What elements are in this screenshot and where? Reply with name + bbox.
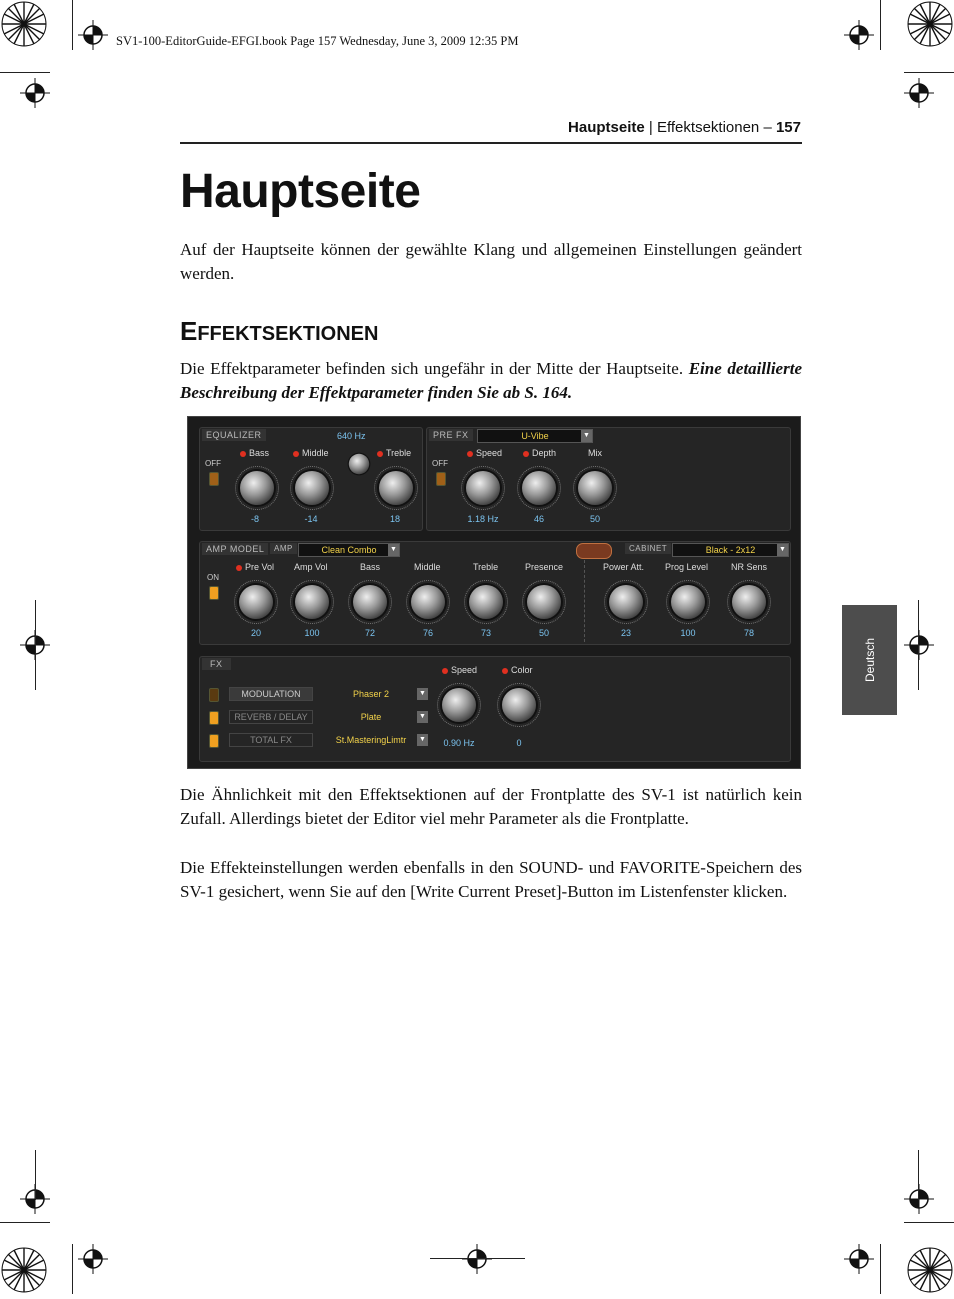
total-fx-switch[interactable] — [209, 734, 219, 748]
prefx-type-select[interactable] — [477, 429, 593, 443]
trim-line — [35, 1150, 36, 1200]
registration-mark-icon — [78, 1244, 108, 1274]
led-dot-icon — [467, 451, 473, 457]
knob-cap — [732, 585, 766, 619]
knob-cap — [527, 585, 561, 619]
fx-color-value: 0 — [516, 738, 522, 748]
knob-cap — [239, 585, 273, 619]
chevron-down-icon: ▼ — [417, 688, 428, 700]
header-dash: – — [763, 119, 776, 136]
knob-cap — [240, 471, 274, 505]
eq-treble-value: 18 — [389, 514, 401, 524]
registration-mark-icon — [844, 1244, 874, 1274]
prefx-switch[interactable] — [436, 472, 446, 486]
fx-color-label-text: Color — [511, 665, 533, 675]
knob-cap — [502, 688, 536, 722]
amp-bass-value: 72 — [364, 628, 376, 638]
trim-line — [430, 1258, 525, 1259]
knob-cap — [295, 585, 329, 619]
section-heading-cap: E — [180, 316, 198, 346]
total-fx-row-label[interactable]: TOTAL FX — [229, 733, 313, 747]
fx-label: FX — [202, 658, 231, 670]
total-fx-type-select[interactable] — [313, 733, 429, 747]
section-paragraph-emphasis: Eine detaillierte Beschreibung der Effektparameter finden Sie ab S. 164. — [180, 359, 802, 402]
language-tab-label: Deutsch — [862, 637, 877, 683]
knob-cap — [578, 471, 612, 505]
amp-middle-label: Middle — [414, 562, 441, 572]
amp-treble-knob[interactable] — [464, 580, 508, 624]
trim-line — [0, 1222, 50, 1223]
amp-model-label: AMP MODEL — [202, 543, 268, 555]
knob-cap — [609, 585, 643, 619]
modulation-row-label[interactable]: MODULATION — [229, 687, 313, 701]
amp-type-value: Clean Combo — [321, 545, 377, 555]
intro-paragraph: Auf der Hauptseite können der gewählte Klang und allgemeinen Einstellungen geändert werden. — [180, 240, 802, 283]
amp-proglevel-value: 100 — [680, 628, 696, 638]
language-tab — [842, 605, 897, 715]
prefx-speed-value: 1.18 Hz — [467, 514, 499, 524]
knob-cap — [379, 471, 413, 505]
eq-freq-value: 640 Hz — [337, 431, 366, 441]
trim-line — [0, 72, 50, 73]
page-title: Hauptseite — [180, 165, 421, 218]
prefx-section — [426, 427, 791, 531]
trim-line — [880, 0, 881, 50]
reverb-delay-type-value: Plate — [360, 712, 382, 722]
amp-cabinet-divider — [584, 560, 585, 642]
amp-prevol-knob[interactable] — [234, 580, 278, 624]
prefx-depth-label-text: Depth — [532, 448, 557, 458]
fx-speed-label — [442, 665, 477, 675]
prefx-label: PRE FX — [429, 429, 473, 441]
trim-line — [904, 72, 954, 73]
registration-mark-icon — [904, 630, 934, 660]
amp-treble-value: 73 — [480, 628, 492, 638]
amp-presence-value: 50 — [538, 628, 550, 638]
knob-cap — [522, 471, 556, 505]
equalizer-off-label: OFF — [205, 459, 221, 468]
fx-color-knob[interactable] — [497, 683, 541, 727]
led-dot-icon — [502, 668, 508, 674]
prefx-mix-knob[interactable] — [573, 466, 617, 510]
amp-section — [199, 541, 791, 645]
eq-middle-label — [293, 448, 329, 458]
amp-proglevel-knob[interactable] — [666, 580, 710, 624]
equalizer-section — [199, 427, 423, 531]
running-header — [568, 119, 801, 136]
prefx-speed-knob[interactable] — [461, 466, 505, 510]
body-paragraph-2: Die Effekteinstellungen werden ebenfalls in den SOUND- und FAVORITE-Speichern des SV-1 gesichert, wenn Sie auf den [Write Current Preset]-Button im Listenfenster klicken. — [180, 858, 802, 901]
reverb-delay-switch[interactable] — [209, 711, 219, 725]
led-dot-icon — [240, 451, 246, 457]
eq-treble-label-text: Treble — [386, 448, 412, 458]
prefx-mix-label: Mix — [588, 448, 602, 458]
amp-ampvol-label: Amp Vol — [294, 562, 328, 572]
amp-nrsens-knob[interactable] — [727, 580, 771, 624]
led-dot-icon — [377, 451, 383, 457]
fx-speed-value: 0.90 Hz — [443, 738, 475, 748]
trim-line — [72, 1244, 73, 1294]
prefx-depth-label — [523, 448, 556, 458]
amp-poweratt-knob[interactable] — [604, 580, 648, 624]
amp-poweratt-label: Power Att. — [603, 562, 645, 572]
amp-prevol-label-text: Pre Vol — [245, 562, 275, 572]
led-dot-icon — [442, 668, 448, 674]
trim-line — [904, 1222, 954, 1223]
amp-on-label: ON — [207, 573, 219, 582]
modulation-switch[interactable] — [209, 688, 219, 702]
knob-cap — [671, 585, 705, 619]
prefx-off-label: OFF — [432, 459, 448, 468]
amp-prevol-label — [236, 562, 274, 572]
eq-bass-label — [240, 448, 269, 458]
fx-color-label — [502, 665, 533, 675]
chevron-down-icon: ▼ — [388, 544, 399, 556]
prefx-depth-value: 46 — [533, 514, 545, 524]
cabinet-select[interactable] — [672, 543, 789, 557]
page-number: 157 — [775, 119, 801, 136]
editor-screenshot — [187, 416, 801, 769]
cabinet-value: Black - 2x12 — [705, 545, 756, 555]
amp-ampvol-value: 100 — [304, 628, 320, 638]
led-dot-icon — [236, 565, 242, 571]
eq-treble-label — [377, 448, 411, 458]
sunburst-mark-icon — [906, 0, 954, 48]
registration-mark-icon — [904, 78, 934, 108]
cabinet-tag: CABINET — [625, 543, 671, 554]
fx-speed-knob[interactable] — [437, 683, 481, 727]
sunburst-mark-icon — [0, 0, 48, 48]
trim-line — [72, 0, 73, 50]
registration-mark-icon — [844, 20, 874, 50]
amp-nrsens-label: NR Sens — [731, 562, 768, 572]
knob-cap — [469, 585, 503, 619]
knob-cap — [295, 471, 329, 505]
header-rule — [180, 142, 802, 144]
prefx-mix-value: 50 — [589, 514, 601, 524]
amp-middle-knob[interactable] — [406, 580, 450, 624]
section-heading — [180, 316, 378, 347]
fx-speed-label-text: Speed — [451, 665, 478, 675]
sunburst-mark-icon — [906, 1246, 954, 1294]
led-dot-icon — [293, 451, 299, 457]
total-fx-type-value: St.MasteringLimtr — [335, 735, 407, 745]
trim-line — [35, 600, 36, 690]
eq-middle-knob[interactable] — [290, 466, 334, 510]
amp-switch[interactable] — [209, 586, 219, 600]
amp-middle-value: 76 — [422, 628, 434, 638]
chevron-down-icon: ▼ — [417, 711, 428, 723]
eq-middle-label-text: Middle — [302, 448, 329, 458]
modulation-type-value: Phaser 2 — [352, 689, 390, 699]
knob-cap — [466, 471, 500, 505]
header-section: Hauptseite — [568, 119, 645, 136]
eq-bass-label-text: Bass — [249, 448, 270, 458]
book-info-line: SV1-100-EditorGuide-EFGI.book Page 157 Wednesday, June 3, 2009 12:35 PM — [116, 34, 519, 48]
led-dot-icon — [523, 451, 529, 457]
eq-middle-value: -14 — [304, 514, 318, 524]
knob-cap — [349, 454, 369, 474]
amp-nrsens-value: 78 — [743, 628, 755, 638]
trim-line — [918, 1150, 919, 1200]
amp-tag: AMP — [270, 543, 297, 554]
sunburst-mark-icon — [0, 1246, 48, 1294]
reverb-delay-row-label[interactable]: REVERB / DELAY — [229, 710, 313, 724]
reverb-delay-type-select[interactable] — [313, 710, 429, 724]
trim-line — [880, 1244, 881, 1294]
fx-section — [199, 656, 791, 762]
eq-bass-knob[interactable] — [235, 466, 279, 510]
amp-bass-knob[interactable] — [348, 580, 392, 624]
section-heading-rest: FFEKTSEKTIONEN — [197, 323, 379, 345]
prefx-type-value: U-Vibe — [521, 431, 549, 441]
header-subsection: Effektsektionen — [656, 119, 760, 136]
eq-bass-value: -8 — [250, 514, 260, 524]
amp-type-select[interactable] — [298, 543, 400, 557]
knob-cap — [411, 585, 445, 619]
amp-proglevel-label: Prog Level — [665, 562, 709, 572]
amp-presence-knob[interactable] — [522, 580, 566, 624]
registration-mark-icon — [20, 78, 50, 108]
eq-treble-knob[interactable] — [374, 466, 418, 510]
amp-bass-label: Bass — [360, 562, 381, 572]
knob-cap — [442, 688, 476, 722]
knob-cap — [353, 585, 387, 619]
chevron-down-icon: ▼ — [417, 734, 428, 746]
prefx-speed-label-text: Speed — [476, 448, 503, 458]
registration-mark-icon — [904, 1184, 934, 1214]
chevron-down-icon: ▼ — [581, 430, 592, 442]
amp-poweratt-value: 23 — [620, 628, 632, 638]
amp-treble-label: Treble — [473, 562, 499, 572]
prefx-speed-label — [467, 448, 502, 458]
trim-line — [918, 600, 919, 690]
amp-cab-link-icon[interactable] — [576, 543, 612, 559]
section-paragraph — [180, 357, 802, 404]
amp-prevol-value: 20 — [250, 628, 262, 638]
section-paragraph-text: Die Effektparameter befinden sich ungefähr in der Mitte der Hauptseite. — [180, 359, 689, 378]
eq-freq-knob[interactable] — [346, 451, 372, 477]
body-paragraph-1: Die Ähnlichkeit mit den Effektsektionen auf der Frontplatte des SV-1 ist natürlich kein Zufall. Allerdings bietet der Editor viel mehr Parameter als die Frontplatte. — [180, 785, 802, 828]
modulation-type-select[interactable] — [313, 687, 429, 701]
registration-mark-icon — [78, 20, 108, 50]
amp-presence-label: Presence — [525, 562, 564, 572]
prefx-depth-knob[interactable] — [517, 466, 561, 510]
equalizer-label: EQUALIZER — [202, 429, 266, 441]
amp-ampvol-knob[interactable] — [290, 580, 334, 624]
chevron-down-icon: ▼ — [777, 544, 788, 556]
header-separator: | — [648, 119, 657, 136]
registration-mark-icon — [462, 1244, 492, 1274]
equalizer-switch[interactable] — [209, 472, 219, 486]
